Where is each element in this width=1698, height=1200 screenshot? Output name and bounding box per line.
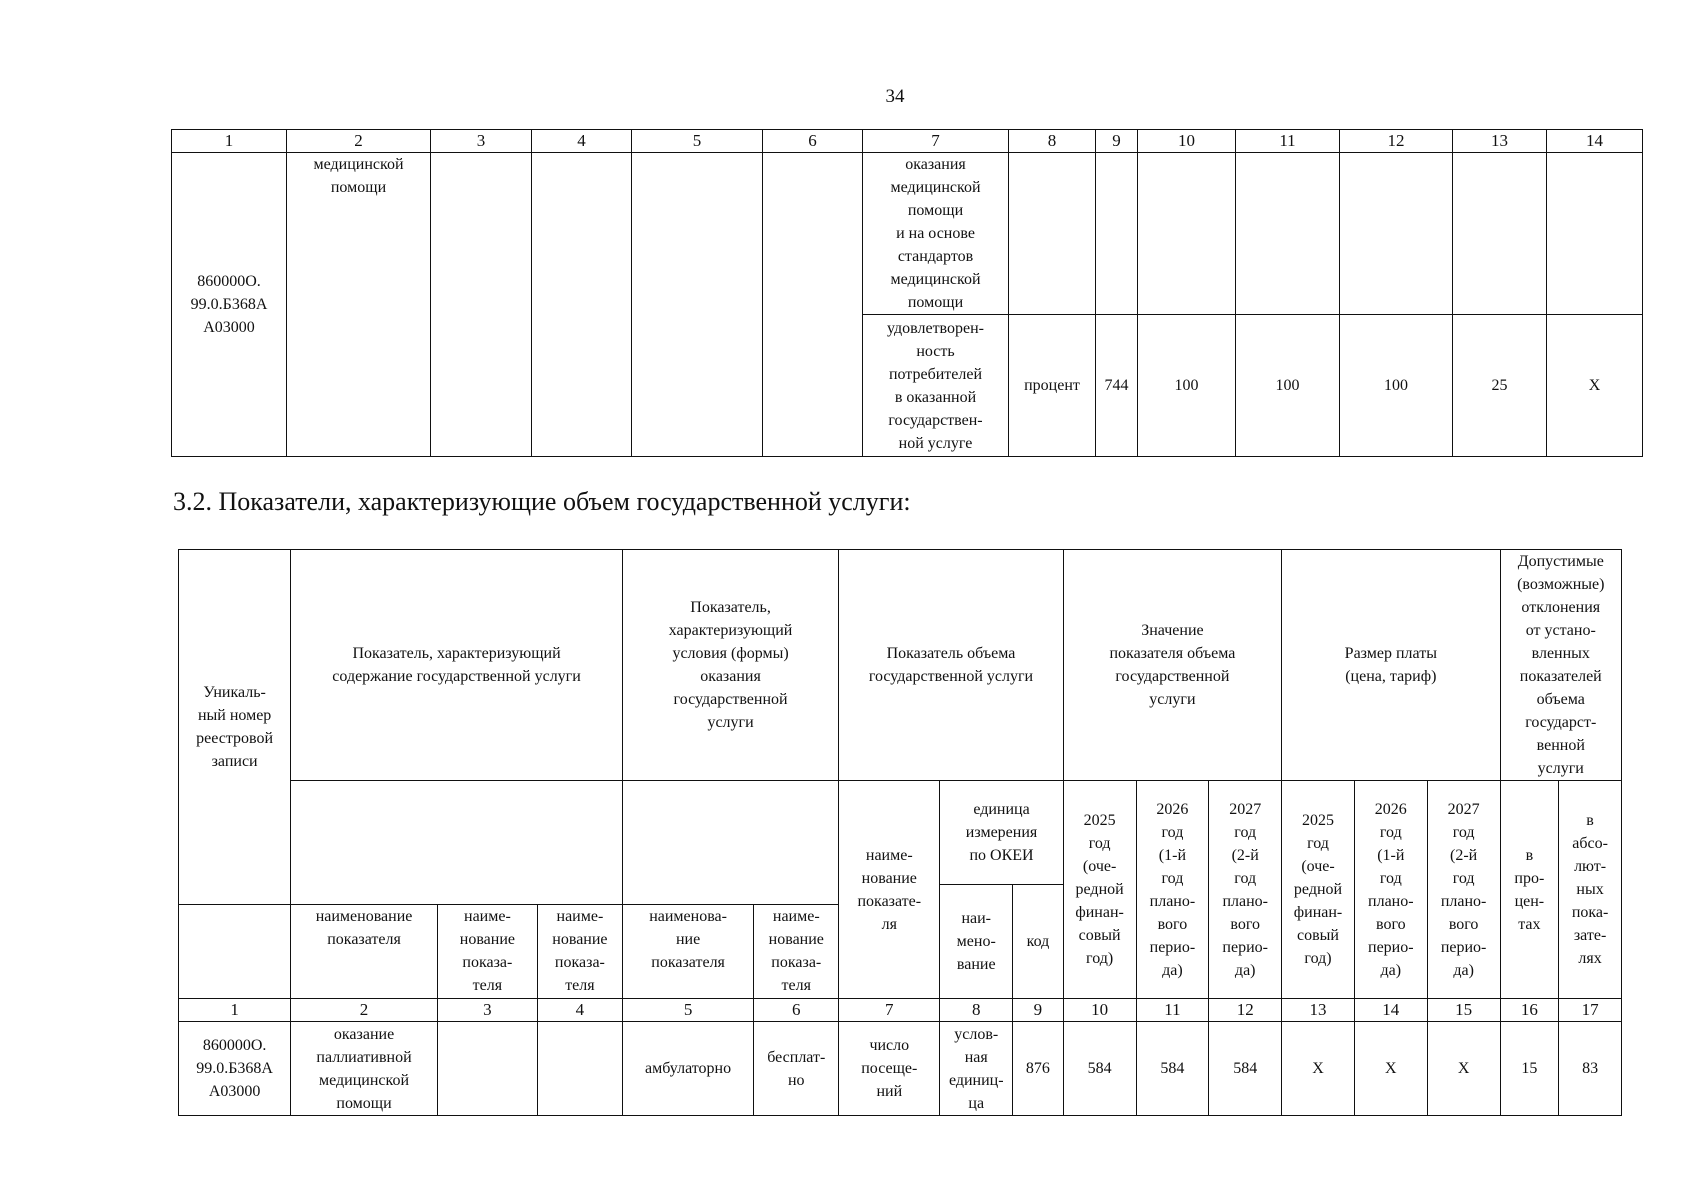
empty-cell [1009,153,1096,315]
indicator-name: оказания медицинской помощи и на основе стандартов медицинской помощи [863,153,1009,315]
col-number: 13 [1282,999,1355,1022]
col-number: 3 [431,130,532,153]
col-number: 7 [863,130,1009,153]
value-2026: 100 [1236,315,1340,457]
volume-indicators-table [178,549,1622,1116]
column-numbers-row [172,130,1643,153]
value-2027: 584 [1209,1022,1282,1116]
empty-cell [437,1022,537,1116]
table-row [179,1022,1622,1116]
col-number: 10 [1063,999,1136,1022]
okei-name-header: наи- мено- вание [940,885,1013,999]
col-number: 5 [632,130,763,153]
subheader-content-1: наименование показателя [291,905,438,999]
page-number: 34 [885,86,905,107]
indicator-name: число посеще- ний [839,1022,940,1116]
col-number: 2 [291,999,438,1022]
unit-code: 876 [1013,1022,1064,1116]
col-number: 16 [1500,999,1559,1022]
unit-code: 744 [1096,315,1138,457]
absolute-header: в абсо- лют- ных пока- зате- лях [1559,781,1622,999]
col-number: 7 [839,999,940,1022]
col-number: 6 [754,999,839,1022]
col-number: 11 [1136,999,1209,1022]
subheader-conditions-1: наименова- ние показателя [622,905,753,999]
section-title: 3.2. Показатели, характеризующие объем государственной услуги: [173,487,911,516]
col-number: 15 [1427,999,1500,1022]
col-number: 12 [1209,999,1282,1022]
registry-number: 860000О. 99.0.Б368А А03000 [172,153,287,457]
okei-code-header: код [1013,885,1064,999]
value-2026: 584 [1136,1022,1209,1116]
col-number: 8 [940,999,1013,1022]
value-2025: 584 [1063,1022,1136,1116]
empty-cell [1340,153,1453,315]
col-number: 9 [1096,130,1138,153]
empty-cell [1236,153,1340,315]
empty-cell [1453,153,1547,315]
fee-type: бесплат- но [754,1022,839,1116]
fee-2026: Х [1354,1022,1427,1116]
value-2027: 100 [1340,315,1453,457]
indicator-name: удовлетворен- ность потребителей в оказанной государствен- ной услуге [863,315,1009,457]
col-number: 12 [1340,130,1453,153]
col-number: 14 [1354,999,1427,1022]
empty-cell [1547,153,1643,315]
fee-2027-header: 2027 год (2-й год плано- вого перио- да) [1427,781,1500,999]
fee-2025-header: 2025 год (оче- редной финан- совый год) [1282,781,1355,999]
col-number: 17 [1559,999,1622,1022]
content-group-header: Показатель, характеризующий содержание государственной услуги [291,550,623,781]
header-row [179,550,1622,781]
col-number: 5 [622,999,753,1022]
col-number: 13 [1453,130,1547,153]
subheader-content-3: наиме- нование показа- теля [537,905,622,999]
subheader-conditions-2: наиме- нование показа- теля [754,905,839,999]
empty-cell [1096,153,1138,315]
deviation-percent: 15 [1500,1022,1559,1116]
quality-indicators-table [171,129,1643,457]
col-number: 4 [537,999,622,1022]
empty-header-cell [622,781,838,905]
empty-cell [431,153,532,457]
deviation-group-header: Допустимые (возможные) отклонения от устано- вленных показателей объема государст- венной услуги [1500,550,1621,781]
empty-header-cell [179,905,291,999]
col-number: 3 [437,999,537,1022]
year-2027-header: 2027 год (2-й год плано- вого перио- да) [1209,781,1282,999]
col-number: 1 [172,130,287,153]
percent-header: в про- цен- тах [1500,781,1559,999]
empty-header-cell [291,781,623,905]
fee-2026-header: 2026 год (1-й год плано- вого перио- да) [1354,781,1427,999]
year-2025-header: 2025 год (оче- редной финан- совый год) [1063,781,1136,999]
fee-2027: Х [1427,1022,1500,1116]
col-number: 14 [1547,130,1643,153]
col-number: 4 [532,130,632,153]
value-group-header: Значение показателя объема государственной услуги [1063,550,1281,781]
col-number: 11 [1236,130,1340,153]
fee-2025: Х [1282,1022,1355,1116]
service-form: амбулаторно [622,1022,753,1116]
deviation-absolute: 83 [1559,1022,1622,1116]
year-2026-header: 2026 год (1-й год плано- вого перио- да) [1136,781,1209,999]
header-row [179,781,1622,885]
volume-group-header: Показатель объема государственной услуги [839,550,1063,781]
col-number: 6 [763,130,863,153]
okei-unit-header: единица измерения по ОКЕИ [940,781,1063,885]
subheader-content-2: наиме- нование показа- теля [437,905,537,999]
column-numbers-row [179,999,1622,1022]
service-content-cell: медицинской помощи [287,153,431,457]
col-number: 8 [1009,130,1096,153]
col-number: 9 [1013,999,1064,1022]
unit-name: процент [1009,315,1096,457]
col-number: 10 [1138,130,1236,153]
empty-cell [532,153,632,457]
fee-group-header: Размер платы (цена, тариф) [1282,550,1500,781]
value-2025: 100 [1138,315,1236,457]
empty-cell [632,153,763,457]
deviation-absolute: Х [1547,315,1643,457]
empty-cell [537,1022,622,1116]
empty-cell [763,153,863,457]
deviation-percent: 25 [1453,315,1547,457]
indicator-name-header: наиме- нование показате- ля [839,781,940,999]
col-number: 2 [287,130,431,153]
table-row [172,153,1643,315]
empty-cell [1138,153,1236,315]
registry-number: 860000О. 99.0.Б368А А03000 [179,1022,291,1116]
conditions-group-header: Показатель, характеризующий условия (формы) оказания государственной услуги [622,550,838,781]
col-number: 1 [179,999,291,1022]
service-content: оказание паллиативной медицинской помощи [291,1022,438,1116]
registry-header: Уникаль- ный номер реестровой записи [179,550,291,905]
unit-name: услов- ная единиц- ца [940,1022,1013,1116]
